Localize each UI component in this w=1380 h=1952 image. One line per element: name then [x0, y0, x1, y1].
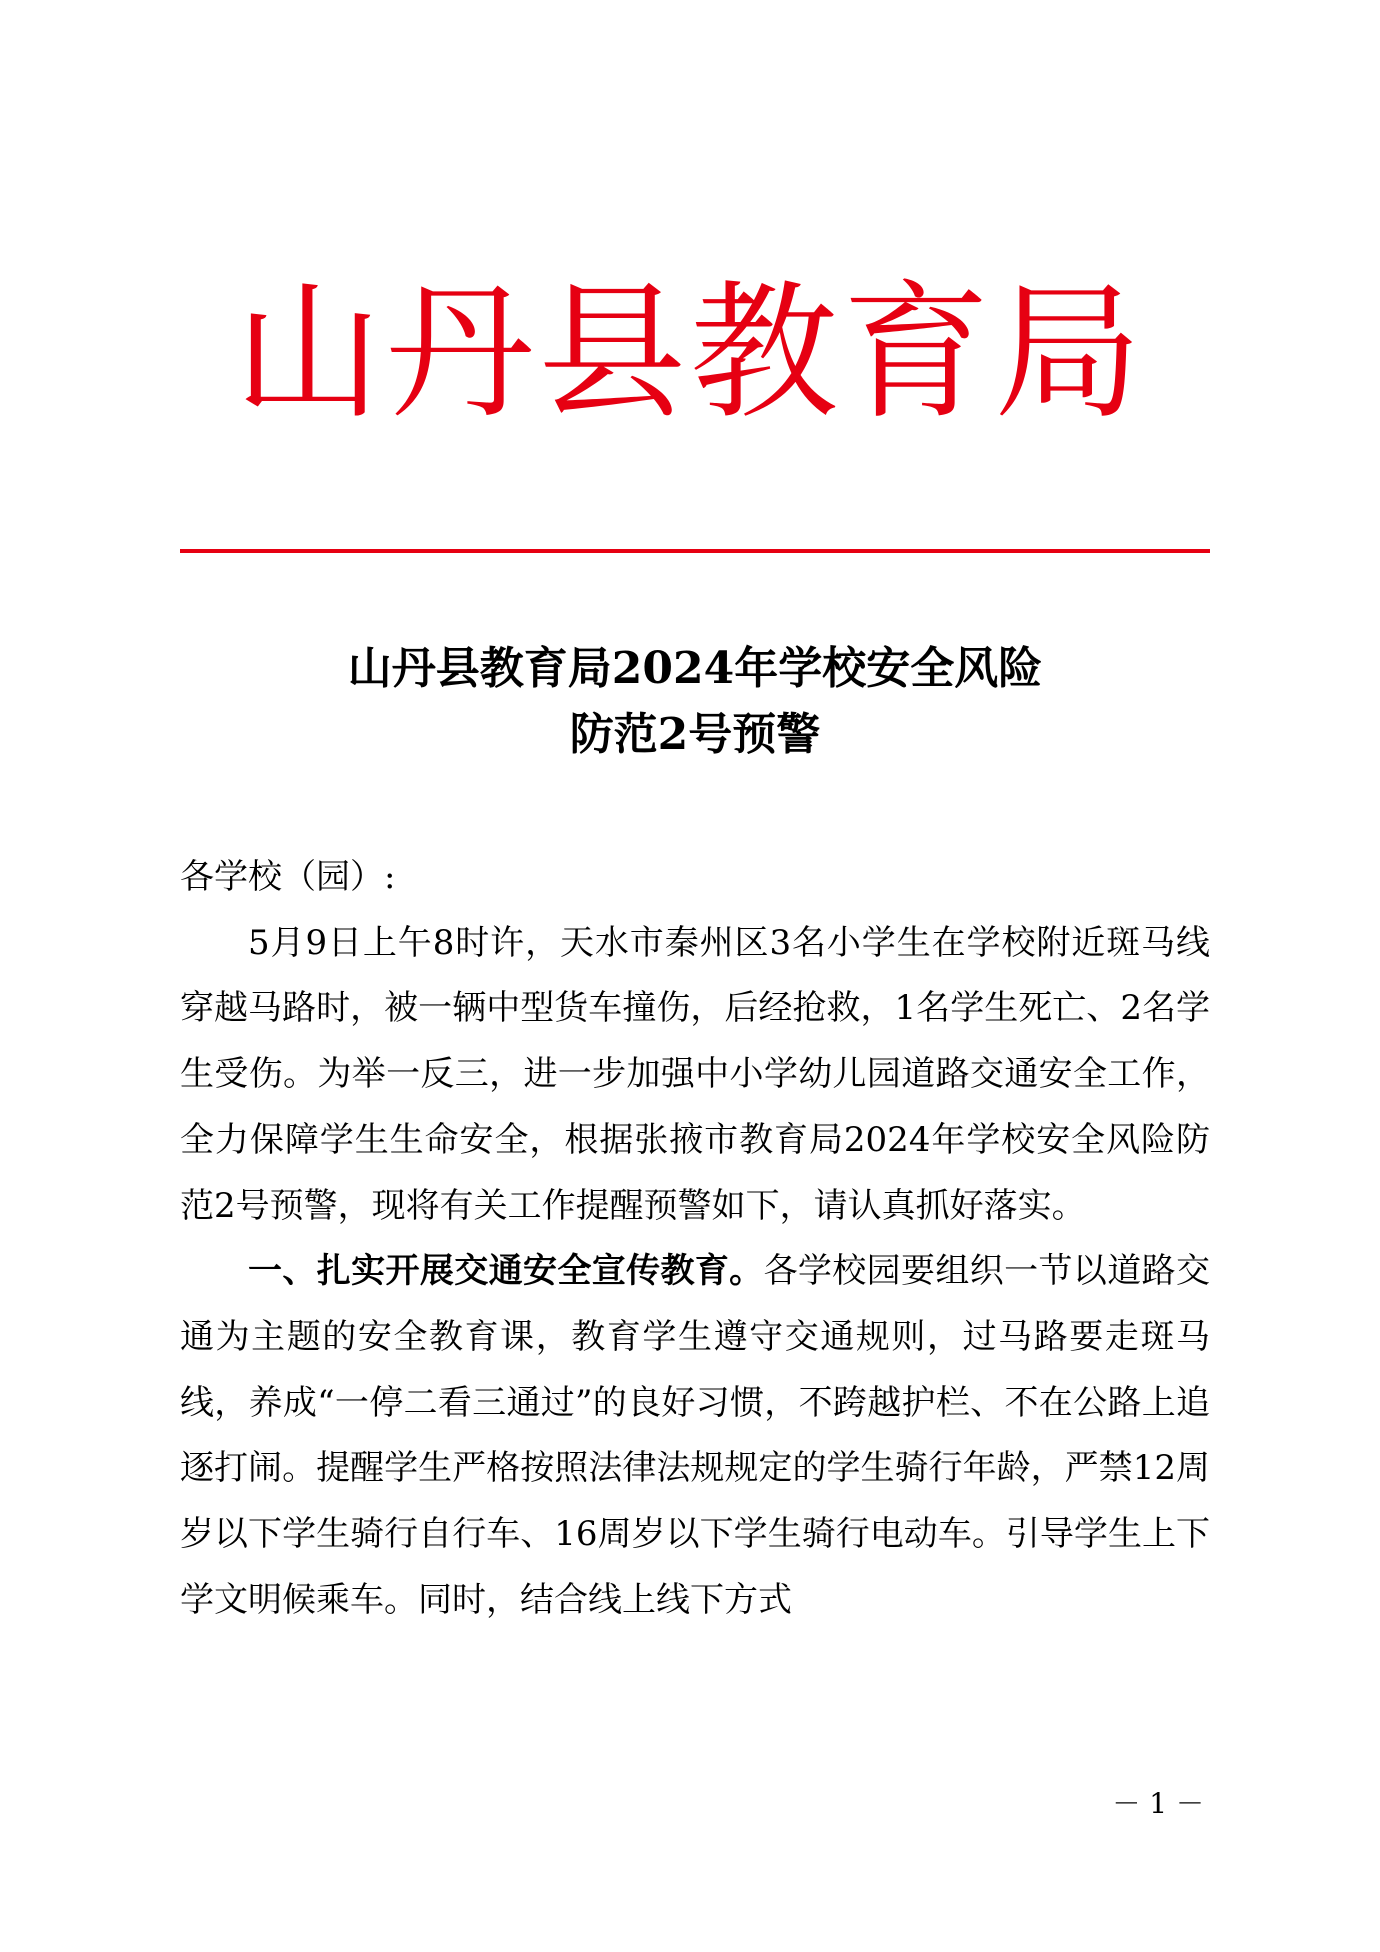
paragraph-incident: 5月9日上午8时许，天水市秦州区3名小学生在学校附近斑马线穿越马路时，被一辆中型货车撞伤，后经抢救，1名学生死亡、2名学生受伤。为举一反三，进一步加强中小学幼儿园道路交通安全工作，全力保障学生生命安全，根据张掖市教育局2024年学校安全风险防范2号预警，现将有关工作提醒预警如下，请认真抓好落实。 [180, 922, 1210, 1226]
paragraph-section-1 [180, 1239, 1210, 1633]
document-title-line-1: 山丹县教育局2024年学校安全风险 [347, 643, 1043, 694]
document-body [180, 845, 1210, 1633]
section-1-body: 各学校园要组织一节以道路交通为主题的安全教育课，教育学生遵守交通规则，过马路要走斑马线，养成“一停二看三通过”的良好习惯，不跨越护栏、不在公路上追逐打闹。提醒学生严格按照法律法规规定的学生骑行年龄，严禁12周岁以下学生骑行自行车、16周岁以下学生骑行电动车。引导学生上下学文明候乘车。同时，结合线上线下方式 [180, 1251, 1211, 1620]
letterhead-red-rule [180, 549, 1210, 553]
page-number: － 1 － [1112, 1787, 1204, 1820]
document-title [180, 636, 1210, 768]
section-1-heading: 一、扎实开展交通安全宣传教育。 [248, 1251, 764, 1292]
letterhead-org-name: 山丹县教育局 [234, 267, 1146, 439]
salutation: 各学校（园）: [180, 857, 396, 897]
document-title-line-2: 防范2号预警 [569, 709, 821, 760]
